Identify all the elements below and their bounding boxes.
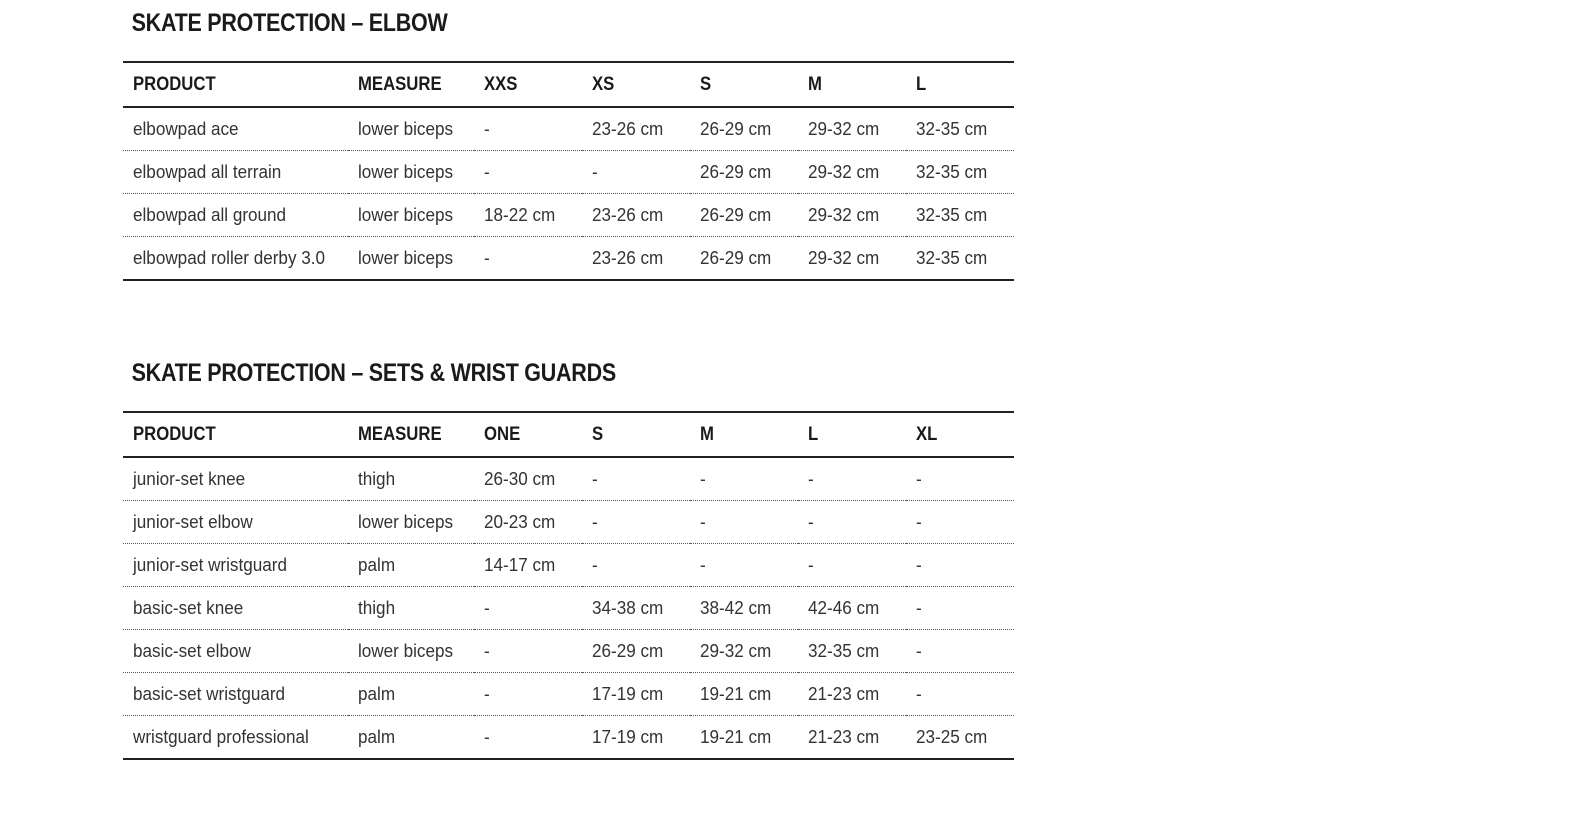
product-name-cell (123, 630, 348, 673)
size-value-cell (474, 501, 582, 544)
table-cell-text: 23-26 cm (592, 118, 664, 139)
size-value-cell (582, 673, 690, 716)
table-cell-text: - (484, 683, 490, 704)
table-cell-text: 21-23 cm (808, 726, 880, 747)
table-cell-text: 42-46 cm (808, 597, 880, 618)
table-cell-text: 14-17 cm (484, 554, 556, 575)
table-cell-text: - (808, 468, 814, 489)
table-cell-text: junior-set elbow (133, 511, 253, 532)
table-cell-text: 32-35 cm (916, 247, 988, 268)
size-value-cell (798, 501, 906, 544)
size-value-cell (906, 151, 1014, 194)
column-header-label: M (700, 423, 714, 445)
size-value-cell (798, 673, 906, 716)
size-value-cell (474, 673, 582, 716)
product-name-cell (123, 457, 348, 501)
size-value-cell (798, 237, 906, 281)
size-value-cell (690, 457, 798, 501)
table-cell-text: - (484, 726, 490, 747)
table-cell-text: - (700, 468, 706, 489)
table-cell-text: - (916, 554, 922, 575)
table-row (123, 194, 1014, 237)
table-cell-text: elbowpad ace (133, 118, 239, 139)
size-value-cell (582, 544, 690, 587)
size-value-cell (906, 587, 1014, 630)
size-value-cell (690, 107, 798, 151)
column-header (582, 62, 690, 107)
table-cell-text: 26-29 cm (700, 247, 772, 268)
size-value-cell (798, 716, 906, 760)
table-row (123, 673, 1014, 716)
column-header-label: S (592, 423, 604, 445)
column-header (690, 412, 798, 457)
size-value-cell (582, 630, 690, 673)
size-value-cell (474, 194, 582, 237)
size-value-cell (690, 630, 798, 673)
size-value-cell (798, 544, 906, 587)
size-value-cell (690, 237, 798, 281)
table-cell-text: - (916, 511, 922, 532)
size-value-cell (906, 194, 1014, 237)
table-cell-text: - (808, 554, 814, 575)
size-value-cell (690, 587, 798, 630)
table-row (123, 544, 1014, 587)
table-cell-text: palm (358, 726, 396, 747)
measure-cell (348, 237, 474, 281)
table-cell-text: 29-32 cm (808, 247, 880, 268)
size-value-cell (690, 194, 798, 237)
table-cell-text: 32-35 cm (916, 118, 988, 139)
measure-cell (348, 673, 474, 716)
table-cell-text: 32-35 cm (808, 640, 880, 661)
elbow-section-title: SKATE PROTECTION – ELBOW (131, 9, 448, 37)
table-row (123, 457, 1014, 501)
table-cell-text: wristguard professional (133, 726, 309, 747)
table-cell-text: 19-21 cm (700, 683, 772, 704)
table-cell-text: palm (358, 683, 396, 704)
table-cell-text: 26-30 cm (484, 468, 556, 489)
product-name-cell (123, 237, 348, 281)
table-cell-text: elbowpad all ground (133, 204, 287, 225)
product-name-cell (123, 194, 348, 237)
column-header (690, 62, 798, 107)
column-header-label: PRODUCT (133, 73, 216, 95)
size-value-cell (474, 630, 582, 673)
size-value-cell (582, 107, 690, 151)
product-name-cell (123, 544, 348, 587)
column-header (906, 62, 1014, 107)
column-header-label: MEASURE (358, 423, 442, 445)
table-row (123, 107, 1014, 151)
table-cell-text: basic-set knee (133, 597, 244, 618)
size-value-cell (474, 151, 582, 194)
product-name-cell (123, 501, 348, 544)
size-value-cell (798, 194, 906, 237)
column-header-label: L (808, 423, 819, 445)
table-cell-text: lower biceps (358, 511, 454, 532)
table-cell-text: 32-35 cm (916, 161, 988, 182)
table-cell-text: - (700, 511, 706, 532)
column-header-label: XXS (484, 73, 518, 95)
table-cell-text: 29-32 cm (808, 204, 880, 225)
size-value-cell (582, 501, 690, 544)
table-row (123, 587, 1014, 630)
table-cell-text: - (592, 468, 598, 489)
size-value-cell (582, 587, 690, 630)
table-row (123, 151, 1014, 194)
column-header (582, 412, 690, 457)
measure-cell (348, 716, 474, 760)
size-value-cell (906, 237, 1014, 281)
column-header-label: ONE (484, 423, 521, 445)
column-header-label: XL (916, 423, 938, 445)
size-value-cell (798, 587, 906, 630)
table-cell-text: lower biceps (358, 118, 454, 139)
size-value-cell (474, 457, 582, 501)
column-header-label: M (808, 73, 822, 95)
product-name-cell (123, 587, 348, 630)
size-value-cell (906, 673, 1014, 716)
table-cell-text: - (592, 554, 598, 575)
table-cell-text: 23-25 cm (916, 726, 988, 747)
elbow-size-section (123, 0, 1014, 281)
column-header (474, 62, 582, 107)
table-cell-text: junior-set wristguard (133, 554, 287, 575)
size-value-cell (474, 716, 582, 760)
size-value-cell (690, 673, 798, 716)
size-value-cell (798, 107, 906, 151)
table-cell-text: palm (358, 554, 396, 575)
size-value-cell (474, 544, 582, 587)
table-cell-text: 17-19 cm (592, 726, 664, 747)
table-cell-text: lower biceps (358, 204, 454, 225)
table-cell-text: - (916, 640, 922, 661)
column-header (123, 412, 348, 457)
table-cell-text: - (916, 597, 922, 618)
table-row (123, 630, 1014, 673)
table-cell-text: 34-38 cm (592, 597, 664, 618)
table-cell-text: - (808, 511, 814, 532)
table-cell-text: 23-26 cm (592, 204, 664, 225)
table-cell-text: lower biceps (358, 161, 454, 182)
table-cell-text: 26-29 cm (700, 161, 772, 182)
table-cell-text: 29-32 cm (700, 640, 772, 661)
measure-cell (348, 501, 474, 544)
table-cell-text: 29-32 cm (808, 161, 880, 182)
column-header-label: S (700, 73, 712, 95)
size-value-cell (582, 151, 690, 194)
table-row (123, 501, 1014, 544)
table-header-row (123, 412, 1014, 457)
product-name-cell (123, 716, 348, 760)
table-cell-text: - (484, 640, 490, 661)
table-cell-text: elbowpad roller derby 3.0 (133, 247, 326, 268)
column-header (123, 62, 348, 107)
table-cell-text: elbowpad all terrain (133, 161, 282, 182)
table-cell-text: - (916, 683, 922, 704)
table-cell-text: basic-set elbow (133, 640, 251, 661)
size-value-cell (582, 194, 690, 237)
table-cell-text: - (484, 597, 490, 618)
size-value-cell (906, 716, 1014, 760)
measure-cell (348, 107, 474, 151)
product-name-cell (123, 107, 348, 151)
table-cell-text: 38-42 cm (700, 597, 772, 618)
table-row (123, 716, 1014, 760)
column-header (348, 412, 474, 457)
table-header-row (123, 62, 1014, 107)
column-header (798, 62, 906, 107)
column-header (798, 412, 906, 457)
column-header (906, 412, 1014, 457)
size-value-cell (798, 457, 906, 501)
table-cell-text: 17-19 cm (592, 683, 664, 704)
measure-cell (348, 544, 474, 587)
sets-section-title: SKATE PROTECTION – SETS & WRIST GUARDS (131, 359, 616, 387)
table-cell-text: lower biceps (358, 247, 454, 268)
table-cell-text: - (916, 468, 922, 489)
sets-size-section (123, 350, 1014, 760)
table-cell-text: 32-35 cm (916, 204, 988, 225)
size-value-cell (906, 501, 1014, 544)
table-cell-text: junior-set knee (133, 468, 246, 489)
table-cell-text: - (700, 554, 706, 575)
size-value-cell (906, 107, 1014, 151)
measure-cell (348, 151, 474, 194)
size-value-cell (906, 630, 1014, 673)
size-value-cell (798, 630, 906, 673)
table-cell-text: 29-32 cm (808, 118, 880, 139)
table-cell-text: 21-23 cm (808, 683, 880, 704)
measure-cell (348, 457, 474, 501)
size-value-cell (906, 457, 1014, 501)
size-value-cell (582, 716, 690, 760)
size-value-cell (690, 501, 798, 544)
elbow-size-table (123, 61, 1014, 281)
column-header-label: MEASURE (358, 73, 442, 95)
column-header-label: PRODUCT (133, 423, 216, 445)
table-cell-text: 23-26 cm (592, 247, 664, 268)
table-cell-text: - (484, 118, 490, 139)
product-name-cell (123, 151, 348, 194)
size-value-cell (690, 544, 798, 587)
column-header (474, 412, 582, 457)
size-value-cell (582, 457, 690, 501)
table-row (123, 237, 1014, 281)
table-cell-text: 19-21 cm (700, 726, 772, 747)
table-cell-text: basic-set wristguard (133, 683, 286, 704)
size-value-cell (690, 716, 798, 760)
size-value-cell (690, 151, 798, 194)
size-value-cell (582, 237, 690, 281)
table-cell-text: - (484, 161, 490, 182)
size-value-cell (474, 107, 582, 151)
size-value-cell (798, 151, 906, 194)
sets-size-table (123, 411, 1014, 760)
table-cell-text: 26-29 cm (700, 118, 772, 139)
table-cell-text: thigh (358, 468, 396, 489)
size-value-cell (474, 237, 582, 281)
column-header (348, 62, 474, 107)
table-cell-text: - (592, 161, 598, 182)
table-cell-text: 18-22 cm (484, 204, 556, 225)
table-cell-text: 20-23 cm (484, 511, 556, 532)
table-cell-text: - (592, 511, 598, 532)
measure-cell (348, 587, 474, 630)
measure-cell (348, 194, 474, 237)
size-value-cell (474, 587, 582, 630)
measure-cell (348, 630, 474, 673)
column-header-label: L (916, 73, 927, 95)
table-cell-text: lower biceps (358, 640, 454, 661)
size-value-cell (906, 544, 1014, 587)
product-name-cell (123, 673, 348, 716)
column-header-label: XS (592, 73, 615, 95)
table-cell-text: 26-29 cm (700, 204, 772, 225)
table-cell-text: 26-29 cm (592, 640, 664, 661)
table-cell-text: - (484, 247, 490, 268)
table-cell-text: thigh (358, 597, 396, 618)
